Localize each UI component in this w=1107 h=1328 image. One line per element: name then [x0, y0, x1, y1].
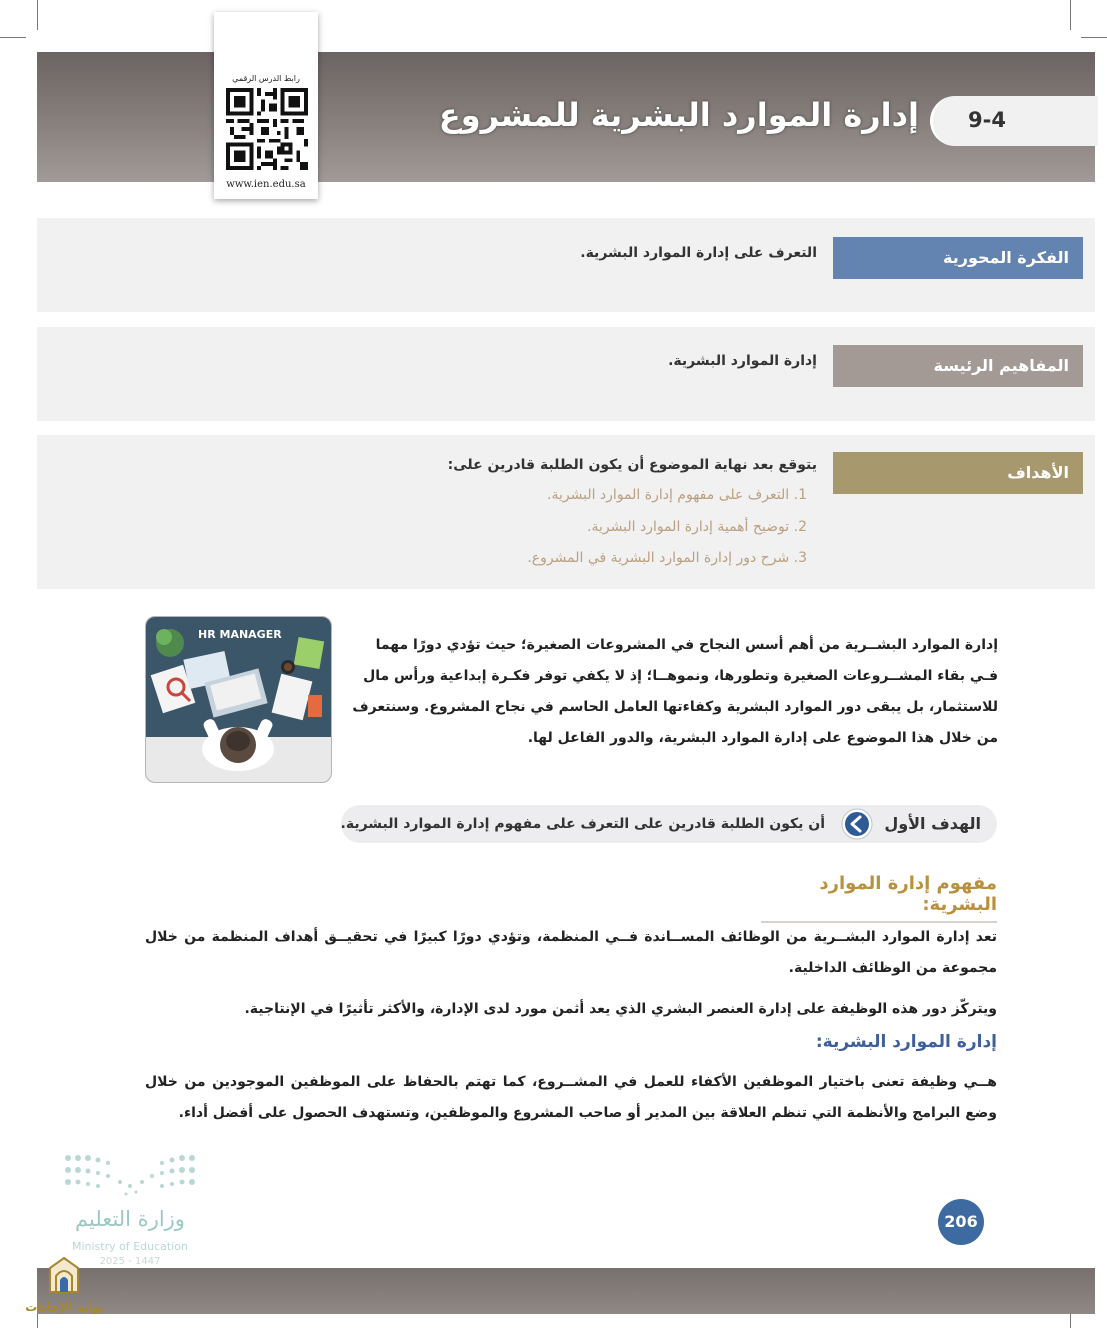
qr-url[interactable]: www.ien.edu.sa: [226, 179, 306, 190]
key-concepts-label: المفاهيم الرئيسة: [833, 345, 1083, 387]
key-concepts-text: إدارة الموارد البشرية.: [668, 353, 817, 369]
intro-line: إدارة الموارد البشــرية من أهم أسس النجاح في المشروعات الصغيرة؛ حيث تؤدي دورًا مهما: [375, 637, 998, 653]
footer-band: [37, 1268, 1095, 1314]
key-concepts-panel: [37, 327, 1095, 421]
objective-item: 2. توضيح أهمية إدارة الموارد البشرية.: [587, 519, 807, 535]
hr-heading: إدارة الموارد البشرية:: [815, 1032, 997, 1052]
hr-manager-image-icon: [146, 617, 331, 782]
core-idea-panel: [37, 218, 1095, 312]
hr-manager-illustration: [145, 616, 332, 783]
intro-line: فـي بقاء المشــروعات الصغيرة وتطورها، ونموهــا؛ إذ لا يكفي توفر فكـرة إبداعية ورأس مال: [363, 668, 998, 684]
ministry-year: 2025 - 1447: [99, 1256, 161, 1267]
objectives-label: الأهداف: [833, 452, 1083, 494]
crop-mark: [37, 0, 38, 30]
qr-caption: رابط الدرس الرقمي: [232, 74, 300, 83]
concept-paragraph: تعد إدارة الموارد البشــرية من الوظائف المســاندة فــي المنظمة، وتؤدي دورًا كبيرًا في تحقيــق أهداف المنظمة من خلال مجموعة من الوظائف الداخلية.: [145, 929, 997, 976]
qr-code-icon[interactable]: [226, 88, 308, 170]
hr-manager-title: HR MANAGER: [198, 628, 282, 641]
ministry-logo-icon: [60, 1152, 200, 1204]
objective-one-bar: [341, 805, 997, 843]
objective-one-text: أن يكون الطلبة قادرين على التعرف على مفهوم إدارة الموارد البشرية.: [340, 816, 825, 832]
objectives-intro: يتوقع بعد نهاية الموضوع أن يكون الطلبة قادرين على:: [447, 457, 817, 473]
crop-mark: [1081, 37, 1107, 38]
intro-line: من خلال هذا الموضوع على إدارة الموارد البشرية، والدور الفاعل لها.: [527, 730, 998, 746]
ministry-name-ar: وزارة التعليم: [75, 1207, 185, 1231]
core-idea-label: الفكرة المحورية: [833, 237, 1083, 279]
intro-line: للاستثمار، بل يبقى دور الموارد البشرية وكفاءتها العامل الحاسم في نجاح المشروع. وسنتعرف: [352, 699, 998, 715]
crop-mark: [0, 37, 26, 38]
lesson-number: 9-4: [968, 108, 1006, 132]
page-title: إدارة الموارد البشرية للمشروع: [438, 96, 919, 134]
watermark-logo-icon: [44, 1256, 84, 1300]
concept-heading: مفهوم إدارة الموارد البشرية:: [761, 873, 997, 923]
page-number-badge: 206: [938, 1199, 984, 1245]
qr-card[interactable]: [214, 12, 318, 199]
intro-paragraph: [352, 630, 998, 754]
objective-one-label: الهدف الأول: [884, 814, 981, 833]
objective-item: 3. شرح دور إدارة الموارد البشرية في المشروع.: [527, 550, 807, 566]
concept-paragraph: ويتركّز دور هذه الوظيفة على إدارة العنصر البشري الذي يعد أثمن مورد لدى الإدارة، والأكثر تأثيرًا في الإنتاجية.: [244, 1001, 997, 1017]
crop-mark: [1070, 0, 1071, 30]
lesson-number-tab: [930, 96, 1098, 146]
objectives-panel: [37, 435, 1095, 589]
core-idea-text: التعرف على إدارة الموارد البشرية.: [580, 245, 817, 261]
objective-item: 1. التعرف على مفهوم إدارة الموارد البشرية.: [547, 487, 807, 503]
hr-paragraph: هــي وظيفة تعنى باختيار الموظفين الأكفاء للعمل في المشــروع، كما تهتم بالحفاظ على الموظفين الموجودين من خلال وضع البرامج والأنظمة التي تنظم العلاقة بين المدير أو صاحب المشروع والموظفين، وتستهدف الحصول على أفضل أداء.: [145, 1074, 997, 1121]
watermark-text: بوابة الإجابات: [25, 1300, 105, 1314]
arrow-left-circle-icon: [841, 808, 873, 840]
ministry-name-en: Ministry of Education: [71, 1240, 188, 1253]
